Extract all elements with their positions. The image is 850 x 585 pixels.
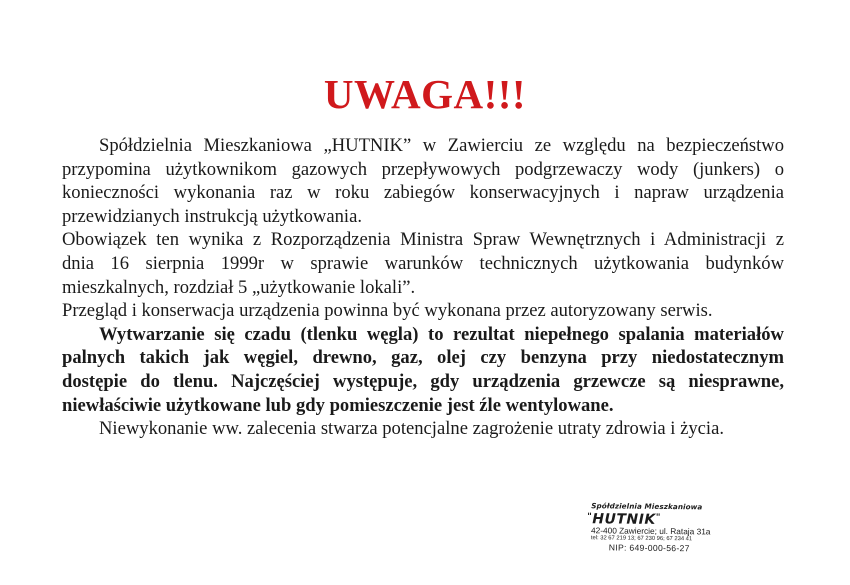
text-line: niewłaściwie użytkowane lub gdy pomieszczenie jest źle wentylowane.: [62, 394, 614, 416]
text-line: Spółdzielnia Mieszkaniowa „HUTNIK” w Zawierciu ze względu na bezpieczeństwo: [99, 135, 784, 156]
text-line: dnia 16 sierpnia 1999r w sprawie warunków technicznych użytkowania budynków: [62, 252, 784, 274]
text-line: przewidzianych instrukcją użytkowania.: [62, 205, 362, 227]
paragraph-carbon-monoxide-warning: [62, 323, 784, 417]
text-line: Niewykonanie ww. zalecenia stwarza potencjalne zagrożenie utraty zdrowia i życia.: [99, 418, 724, 440]
stamp-phone: tel: 32 67 219 13; 67 230 96; 67 234 41: [590, 535, 693, 543]
text-line: Obowiązek ten wynika z Rozporządzenia Ministra Spraw Wewnętrznych i Administracji z: [62, 229, 784, 251]
stamp-nip: NIP: 649-000-56-27: [608, 542, 690, 554]
stamp-address: 42-400 Zawiercie; ul. Rataja 31a: [590, 525, 711, 537]
stamp-quote-close: ": [655, 512, 662, 523]
text-line: mieszkalnych, rozdział 5 „użytkowanie lokali”.: [62, 276, 416, 298]
organization-stamp: [585, 501, 746, 561]
paragraph-authorized-service: [62, 299, 784, 323]
stamp-organization: Spółdzielnia Mieszkaniowa: [591, 501, 703, 512]
paragraph-legal-basis: [62, 228, 784, 299]
text-line: Przegląd i konserwacja urządzenia powinna być wykonana przez autoryzowany serwis.: [62, 300, 713, 322]
paragraph-safety-reminder: [62, 134, 784, 228]
notice-body: [62, 134, 784, 441]
stamp-name: HUTNIK: [592, 511, 656, 528]
text-line: dostępie do tlenu. Najczęściej występuje, gdy urządzenia grzewcze są niesprawne,: [62, 370, 784, 392]
text-line: przypomina użytkownikom gazowych przepływowych podgrzewaczy wody (junkers) o: [62, 158, 784, 180]
stamp-quote-open: ": [587, 512, 593, 523]
paragraph-health-risk: [62, 417, 784, 441]
text-line: Wytwarzanie się czadu (tlenku węgla) to rezultat niepełnego spalania materiałów: [99, 323, 784, 345]
text-line: konieczności wykonania raz w roku zabiegów konserwacyjnych i napraw urządzenia: [62, 182, 784, 204]
warning-title: UWAGA!!!: [323, 71, 527, 117]
text-line: palnych takich jak węgiel, drewno, gaz, olej czy benzyna przy niedostatecznym: [62, 347, 784, 369]
